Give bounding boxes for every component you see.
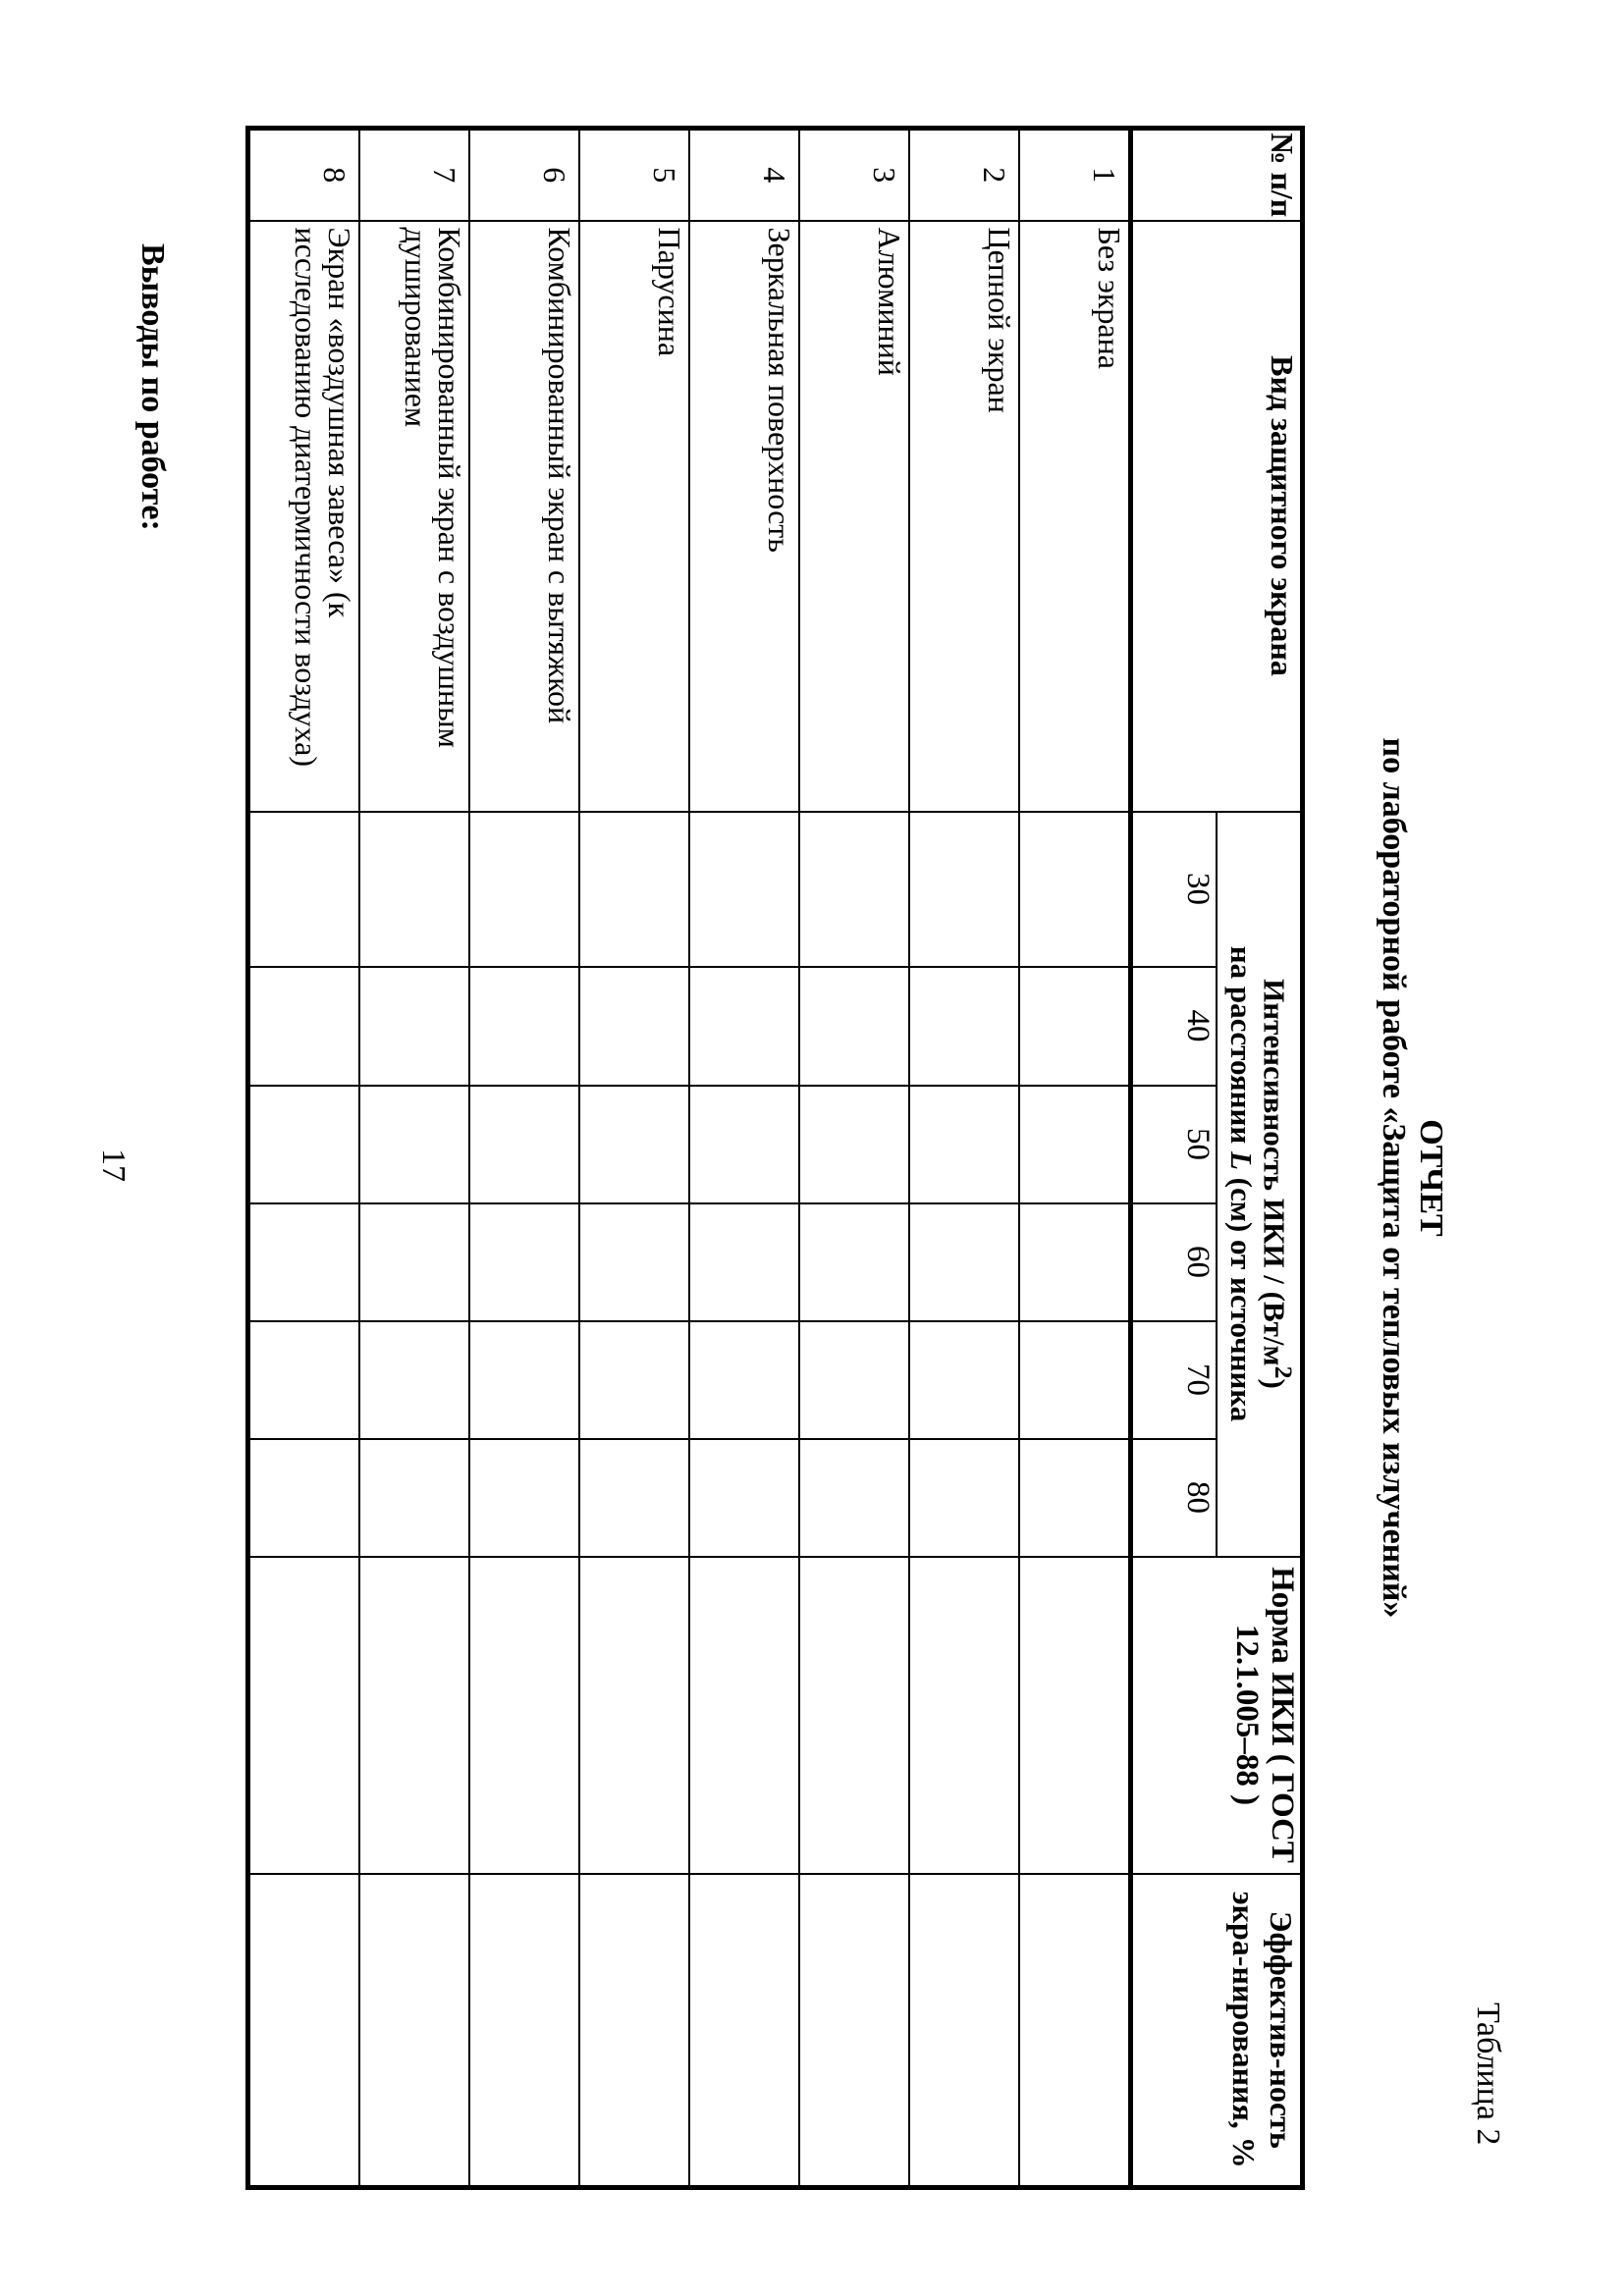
conclusions-heading: Выводы по работе: [135,243,171,531]
value-cell[interactable] [248,1086,360,1203]
distance-50: 50 [1131,1086,1218,1203]
row-num: 8 [248,129,360,221]
value-cell[interactable] [469,1321,579,1439]
effectiveness-cell[interactable] [1019,1874,1131,2188]
value-cell[interactable] [1019,1321,1131,1439]
table-row [359,129,469,2188]
value-cell[interactable] [1019,1439,1131,1557]
norm-cell[interactable] [689,1557,799,1874]
norm-cell[interactable] [469,1557,579,1874]
value-cell[interactable] [248,1321,360,1439]
value-cell[interactable] [359,1321,469,1439]
row-screen-name: Без экрана [1019,221,1131,812]
table-row [248,129,360,2188]
header-intensity-line-1: Интенсивность ИКИ / $(Вт/м^2)$ [1257,979,1298,1389]
value-cell[interactable] [689,967,799,1086]
row-screen-name: Парусина [579,221,689,812]
value-cell[interactable] [1019,967,1131,1086]
value-cell[interactable] [909,967,1019,1086]
norm-cell[interactable] [579,1557,689,1874]
row-num: 7 [359,129,469,221]
title-line-1: ОТЧЕТ [1413,1119,1449,1237]
value-cell[interactable] [579,1439,689,1557]
value-cell[interactable] [799,1439,909,1557]
row-num: 5 [579,129,689,221]
value-cell[interactable] [579,1086,689,1203]
value-cell[interactable] [469,812,579,967]
distance-70: 70 [1131,1321,1218,1439]
value-cell[interactable] [1019,812,1131,967]
value-cell[interactable] [359,812,469,967]
effectiveness-cell[interactable] [359,1874,469,2188]
value-cell[interactable] [359,1439,469,1557]
value-cell[interactable] [909,812,1019,967]
row-num: 4 [689,129,799,221]
effectiveness-cell[interactable] [469,1874,579,2188]
distance-30: 30 [1131,812,1218,967]
value-cell[interactable] [579,1321,689,1439]
header-screen-type: Вид защитного экрана [1131,221,1303,812]
value-cell[interactable] [689,812,799,967]
value-cell[interactable] [579,1203,689,1321]
value-cell[interactable] [1019,1086,1131,1203]
value-cell[interactable] [689,1321,799,1439]
row-num: 2 [909,129,1019,221]
row-num: 6 [469,129,579,221]
value-cell[interactable] [248,1203,360,1321]
value-cell[interactable] [909,1439,1019,1557]
table-row [799,129,909,2188]
value-cell[interactable] [248,1439,360,1557]
value-cell[interactable] [689,1439,799,1557]
value-cell[interactable] [579,967,689,1086]
norm-cell[interactable] [799,1557,909,1874]
norm-cell[interactable] [359,1557,469,1874]
effectiveness-cell[interactable] [579,1874,689,2188]
value-cell[interactable] [359,1086,469,1203]
value-cell[interactable] [248,812,360,967]
value-cell[interactable] [909,1086,1019,1203]
value-cell[interactable] [799,1203,909,1321]
value-cell[interactable] [469,967,579,1086]
value-cell[interactable] [689,1086,799,1203]
value-cell[interactable] [248,967,360,1086]
value-cell[interactable] [359,1203,469,1321]
value-cell[interactable] [799,1086,909,1203]
value-cell[interactable] [469,1439,579,1557]
report-table [245,126,1305,2190]
report-title [1375,294,1449,2061]
header-num: № п/п [1131,129,1303,221]
row-num: 3 [799,129,909,221]
value-cell[interactable] [799,1321,909,1439]
row-screen-name: Алюминий [799,221,909,812]
distance-40: 40 [1131,967,1218,1086]
header-intensity [1217,812,1303,1557]
effectiveness-cell[interactable] [689,1874,799,2188]
value-cell[interactable] [909,1203,1019,1321]
effectiveness-cell[interactable] [248,1874,360,2188]
value-cell[interactable] [469,1203,579,1321]
distance-80: 80 [1131,1439,1218,1557]
value-cell[interactable] [799,812,909,967]
value-cell[interactable] [909,1321,1019,1439]
effectiveness-cell[interactable] [799,1874,909,2188]
value-cell[interactable] [799,967,909,1086]
page-number: 17 [95,1148,132,1182]
table-row [1019,129,1131,2188]
table-row [579,129,689,2188]
row-screen-name: Цепной экран [909,221,1019,812]
distance-60: 60 [1131,1203,1218,1321]
norm-cell[interactable] [909,1557,1019,1874]
effectiveness-cell[interactable] [909,1874,1019,2188]
norm-cell[interactable] [248,1557,360,1874]
header-row [1217,129,1303,2188]
norm-cell[interactable] [1019,1557,1131,1874]
row-screen-name: Зеркальная поверхность [689,221,799,812]
title-line-2: по лабораторной работе «Защита от тепловых излучений» [1376,737,1412,1619]
row-num: 1 [1019,129,1131,221]
header-effectiveness: Эффектив-ность экра-нирования, % [1131,1874,1303,2188]
value-cell[interactable] [1019,1203,1131,1321]
row-screen-name: Комбинированный экран с вытяжкой [469,221,579,812]
table-label: Таблица 2 [1470,2002,1506,2146]
table-row [469,129,579,2188]
value-cell[interactable] [579,812,689,967]
row-screen-name: Экран «воздушная завеса» (к исследованию диатермичности воздуха) [248,221,360,812]
table-row [909,129,1019,2188]
header-norm: Норма ИКИ ( ГОСТ 12.1.005–88 ) [1131,1557,1303,1874]
value-cell[interactable] [689,1203,799,1321]
table-row [689,129,799,2188]
row-screen-name: Комбинированный экран с воздушным душированием [359,221,469,812]
value-cell[interactable] [359,967,469,1086]
header-intensity-line-2: на расстоянии L (см) от источника [1223,945,1259,1422]
value-cell[interactable] [469,1086,579,1203]
